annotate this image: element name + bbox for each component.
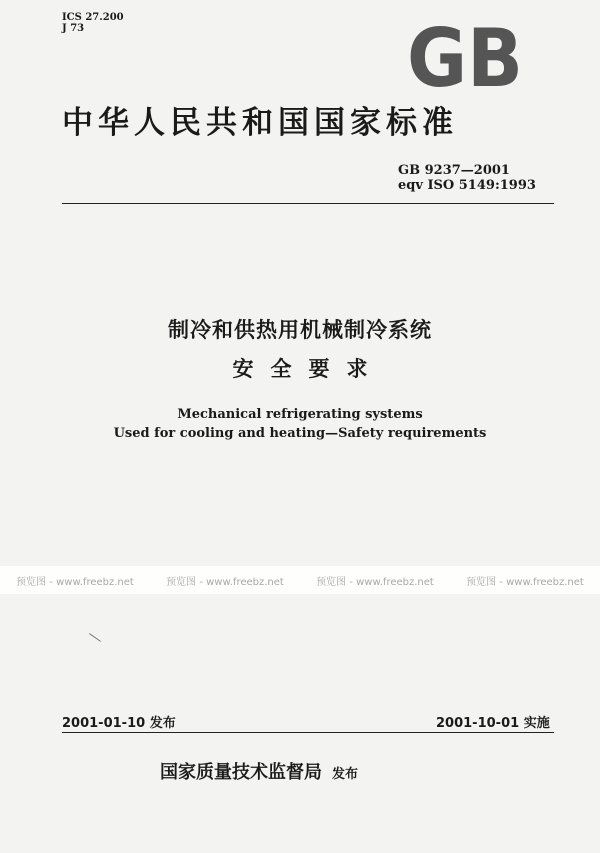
standard-equivalent: eqv ISO 5149:1993 [398,178,536,193]
watermark-text: 预览图 - www.freebz.net [316,576,434,588]
ccs-code: J 73 [62,23,85,34]
watermark-text: 预览图 - www.freebz.net [466,576,584,588]
effective-date: 2001-10-01 [436,716,520,731]
title-en [0,405,600,443]
issuer-name: 国家质量技术监督局 [160,762,322,783]
ics-code: ICS 27.200 [62,12,124,23]
effective-label: 实施 [523,716,550,731]
effective-date-line [436,712,550,731]
watermark-text: 预览图 - www.freebz.net [166,576,284,588]
title-en-line1: Mechanical refrigerating systems [177,407,423,422]
issue-label: 发布 [149,716,176,731]
gb-logo-text: GB [407,22,523,94]
title-en-line2: Used for cooling and heating—Safety requirements [113,426,487,441]
issue-date-line [62,712,176,731]
issuer-line [160,758,358,784]
title-cn-line1: 制冷和供热用机械制冷系统 [168,318,432,342]
watermark-band [0,566,600,594]
standard-number: GB 9237—2001 [398,163,510,178]
main-title: 中华人民共和国国家标准 [62,105,458,141]
scan-mark [89,633,101,642]
standard-codes [398,163,536,193]
watermark-text: 预览图 - www.freebz.net [16,576,134,588]
bottom-divider [62,732,554,733]
issuer-suffix: 发布 [332,767,359,782]
gb-logo [405,22,525,94]
top-divider [62,203,554,204]
issue-date: 2001-01-10 [62,716,146,731]
classification-codes [62,12,124,34]
title-cn-line2: 安全要求 [232,357,385,381]
